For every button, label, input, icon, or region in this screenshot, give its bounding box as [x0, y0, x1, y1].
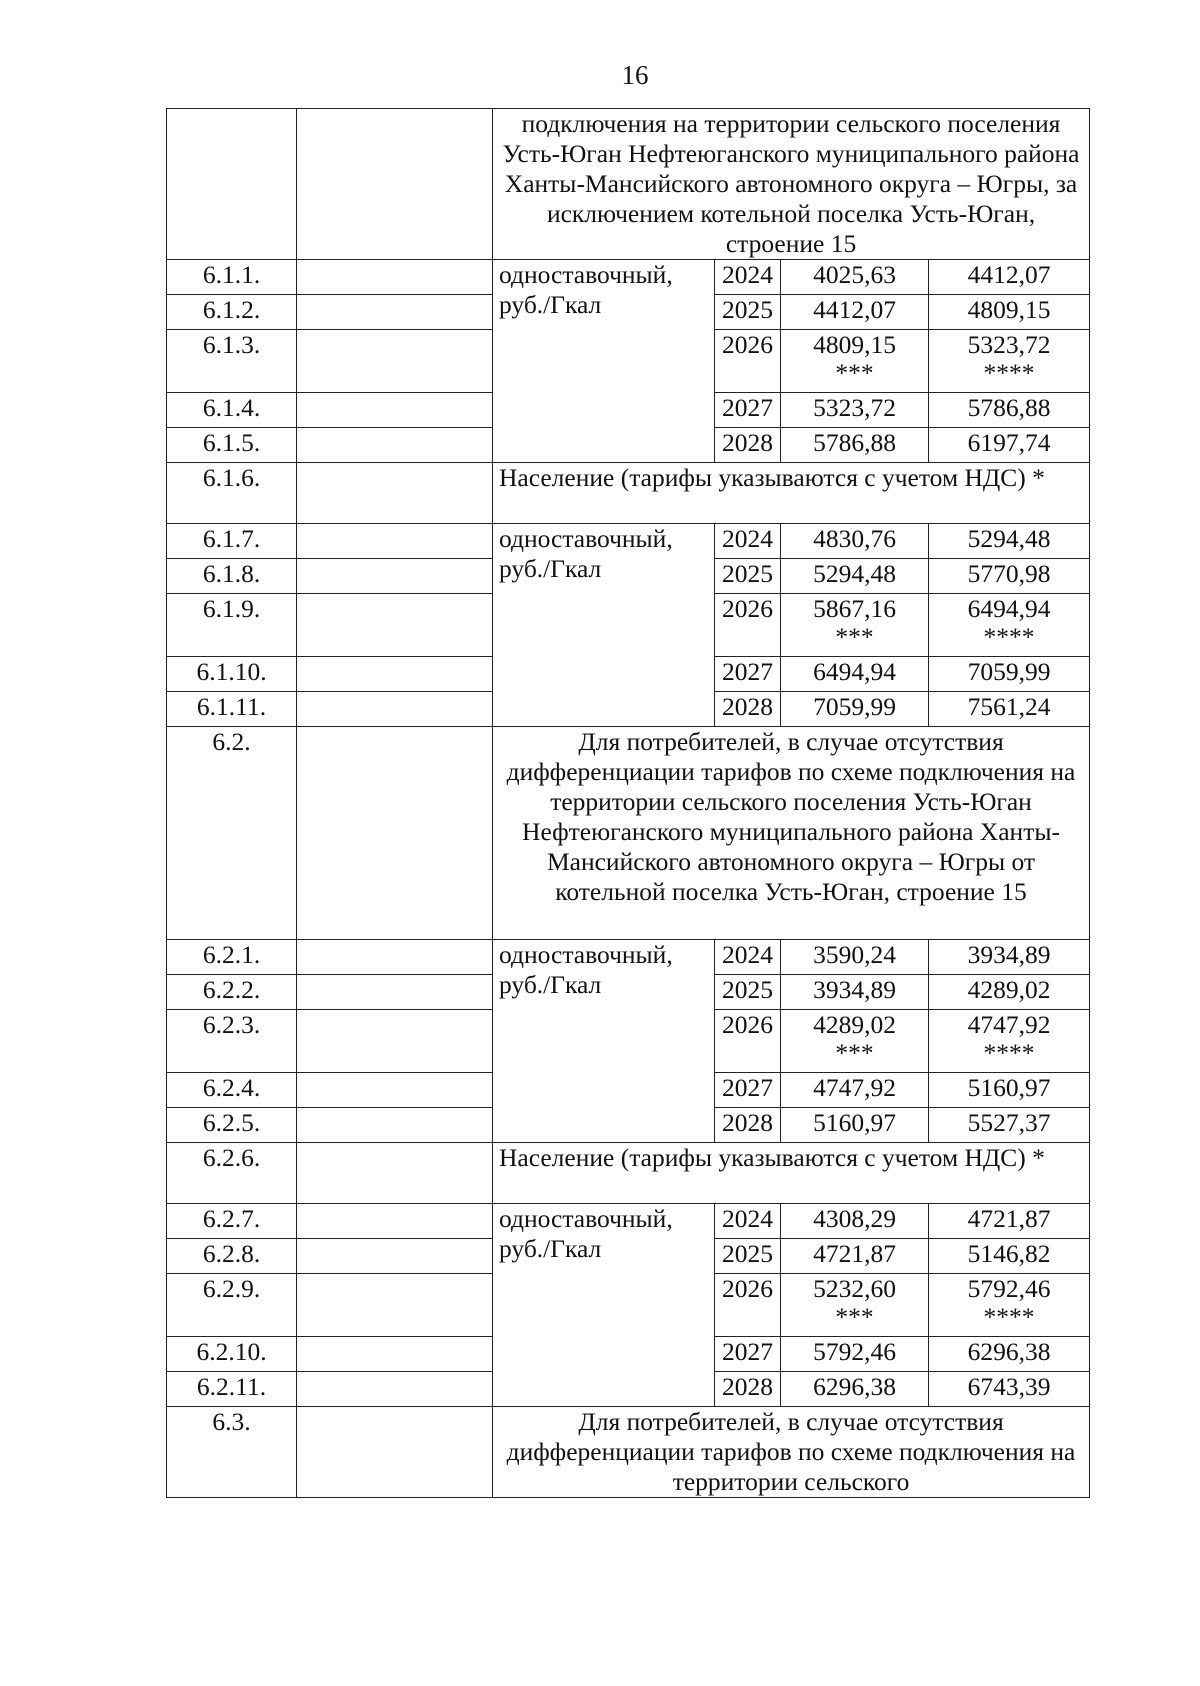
population-row — [167, 463, 1090, 524]
tariff-value-to-cell — [929, 1010, 1090, 1073]
year-cell: 2024 — [715, 1204, 781, 1239]
tariff-value-to-cell — [929, 559, 1090, 594]
row-empty-cell — [297, 1108, 493, 1143]
tariff-value-to-cell — [929, 1204, 1090, 1239]
tariff-value-to: 6296,38 — [967, 1337, 1051, 1366]
tariff-value-from: 4025,63 — [813, 260, 896, 289]
section-description: Для потребителей, в случае отсутствия дифференциации тарифов по схеме подключения на территории сельского — [493, 1407, 1090, 1498]
tariff-value-from-cell — [781, 1372, 929, 1407]
footnote-mark: *** — [835, 1038, 874, 1067]
intro-empty-cell — [297, 109, 493, 260]
row-number: 6.2.3. — [167, 1010, 297, 1073]
row-number: 6.1.3. — [167, 330, 297, 393]
year-cell: 2026 — [715, 1010, 781, 1073]
tariff-value-from: 4412,07 — [813, 295, 896, 324]
tariff-value-to-cell — [929, 975, 1090, 1010]
footnote-mark: **** — [983, 358, 1035, 387]
row-number: 6.1.2. — [167, 295, 297, 330]
intro-row — [167, 109, 1090, 260]
row-empty-cell — [297, 657, 493, 692]
tariff-value-from-cell — [781, 1073, 929, 1108]
row-empty-cell — [297, 1073, 493, 1108]
tariff-value-from: 6296,38 — [813, 1372, 896, 1401]
tariff-value-from-cell — [781, 1239, 929, 1274]
row-empty-cell — [297, 594, 493, 657]
tariff-value-to-cell — [929, 1274, 1090, 1337]
year-cell: 2027 — [715, 1073, 781, 1108]
tariff-type-label: одноставочный, руб./Гкал — [493, 940, 715, 1143]
row-empty-cell — [297, 330, 493, 393]
table-row — [167, 260, 1090, 295]
year-cell: 2025 — [715, 295, 781, 330]
row-number: 6.1.8. — [167, 559, 297, 594]
tariff-value-from-cell — [781, 260, 929, 295]
row-empty-cell — [297, 940, 493, 975]
tariff-value-from-cell — [781, 1274, 929, 1337]
row-number: 6.2.7. — [167, 1204, 297, 1239]
population-label: Население (тарифы указываются с учетом НДС) * — [493, 1143, 1090, 1204]
tariff-value-to: 5146,82 — [967, 1239, 1051, 1268]
tariff-value-from: 4308,29 — [813, 1204, 896, 1233]
tariff-value-from-cell — [781, 524, 929, 559]
row-number: 6.1.4. — [167, 393, 297, 428]
year-cell: 2025 — [715, 975, 781, 1010]
tariff-value-to: 6197,74 — [967, 428, 1051, 457]
tariff-value-from-cell — [781, 428, 929, 463]
row-number: 6.2.11. — [167, 1372, 297, 1407]
year-cell: 2027 — [715, 1337, 781, 1372]
row-number: 6.2.8. — [167, 1239, 297, 1274]
tariff-value-to-cell — [929, 1372, 1090, 1407]
section-number: 6.2. — [167, 727, 297, 940]
year-cell: 2026 — [715, 1274, 781, 1337]
tariff-value-to: 3934,89 — [967, 940, 1051, 969]
tariff-type-label: одноставочный, руб./Гкал — [493, 1204, 715, 1407]
tariff-value-from: 6494,94 — [813, 657, 896, 686]
year-cell: 2028 — [715, 1108, 781, 1143]
tariff-value-to-cell — [929, 330, 1090, 393]
table-row — [167, 940, 1090, 975]
row-empty-cell — [297, 727, 493, 940]
row-empty-cell — [297, 1143, 493, 1204]
tariff-value-from: 7059,99 — [813, 692, 896, 721]
year-cell: 2028 — [715, 692, 781, 727]
row-number: 6.1.11. — [167, 692, 297, 727]
tariff-value-from-cell — [781, 940, 929, 975]
row-number: 6.1.9. — [167, 594, 297, 657]
tariff-value-from-cell — [781, 559, 929, 594]
tariff-value-to: 4747,92 — [967, 1010, 1051, 1039]
tariff-value-to: 4412,07 — [967, 260, 1051, 289]
tariff-value-from-cell — [781, 330, 929, 393]
population-row — [167, 1143, 1090, 1204]
tariff-value-from: 4809,15 — [813, 330, 896, 359]
tariff-value-from-cell — [781, 975, 929, 1010]
tariff-value-from: 5323,72 — [813, 393, 896, 422]
population-label: Население (тарифы указываются с учетом НДС) * — [493, 463, 1090, 524]
tariff-value-from: 4747,92 — [813, 1073, 896, 1102]
year-cell: 2025 — [715, 1239, 781, 1274]
year-cell: 2026 — [715, 594, 781, 657]
tariff-value-from: 4289,02 — [813, 1010, 896, 1039]
table-row — [167, 1204, 1090, 1239]
tariff-value-to-cell — [929, 428, 1090, 463]
row-number: 6.2.6. — [167, 1143, 297, 1204]
row-empty-cell — [297, 524, 493, 559]
footnote-mark: **** — [983, 1302, 1035, 1331]
tariff-value-from-cell — [781, 657, 929, 692]
row-empty-cell — [297, 295, 493, 330]
tariff-table-body — [167, 109, 1090, 1498]
row-empty-cell — [297, 975, 493, 1010]
footnote-mark: *** — [835, 622, 874, 651]
intro-num-cell — [167, 109, 297, 260]
tariff-value-to-cell — [929, 1108, 1090, 1143]
intro-text: подключения на территории сельского поселения Усть-Юган Нефтеюганского муниципального района Ханты-Мансийского автономного округа – Югры, за исключением котельной поселка Усть-Юган, строение 15 — [493, 109, 1090, 260]
tariff-value-to: 5323,72 — [967, 330, 1051, 359]
footnote-mark: *** — [835, 358, 874, 387]
tariff-value-from: 5786,88 — [813, 428, 896, 457]
tariff-type-label: одноставочный, руб./Гкал — [493, 524, 715, 727]
row-empty-cell — [297, 393, 493, 428]
section-description: Для потребителей, в случае отсутствия дифференциации тарифов по схеме подключения на территории сельского поселения Усть-Юган Нефтеюганского муниципального района Ханты-Мансийского автономного округа – Югры от котельной поселка Усть-Юган, строение 15 — [493, 727, 1090, 940]
tariff-value-from: 5232,60 — [813, 1274, 896, 1303]
tariff-value-from-cell — [781, 594, 929, 657]
footnote-mark: *** — [835, 1302, 874, 1331]
row-number: 6.2.2. — [167, 975, 297, 1010]
tariff-value-to-cell — [929, 692, 1090, 727]
tariff-value-to-cell — [929, 1073, 1090, 1108]
tariff-value-to-cell — [929, 295, 1090, 330]
row-empty-cell — [297, 428, 493, 463]
year-cell: 2024 — [715, 260, 781, 295]
tariff-value-to: 5770,98 — [967, 559, 1051, 588]
tariff-value-to: 5294,48 — [967, 524, 1051, 553]
tariff-value-from: 4721,87 — [813, 1239, 896, 1268]
row-number: 6.1.1. — [167, 260, 297, 295]
row-number: 6.1.10. — [167, 657, 297, 692]
tariff-value-from: 5867,16 — [813, 594, 896, 623]
tariff-value-to-cell — [929, 1337, 1090, 1372]
tariff-value-from: 5294,48 — [813, 559, 896, 588]
tariff-value-from: 5792,46 — [813, 1337, 896, 1366]
row-empty-cell — [297, 1204, 493, 1239]
row-empty-cell — [297, 559, 493, 594]
tariff-table — [166, 108, 1090, 1498]
tariff-value-to: 4721,87 — [967, 1204, 1051, 1233]
tariff-type-label: одноставочный, руб./Гкал — [493, 260, 715, 463]
tariff-value-from: 3934,89 — [813, 975, 896, 1004]
tariff-value-to-cell — [929, 524, 1090, 559]
row-empty-cell — [297, 1010, 493, 1073]
tariff-value-from-cell — [781, 295, 929, 330]
row-number: 6.1.5. — [167, 428, 297, 463]
footnote-mark: **** — [983, 622, 1035, 651]
row-number: 6.2.9. — [167, 1274, 297, 1337]
tariff-value-to: 6743,39 — [967, 1372, 1051, 1401]
row-empty-cell — [297, 1407, 493, 1498]
tariff-value-from-cell — [781, 1204, 929, 1239]
tariff-value-to: 4809,15 — [967, 295, 1051, 324]
tariff-value-from-cell — [781, 393, 929, 428]
row-number: 6.2.5. — [167, 1108, 297, 1143]
tariff-value-to-cell — [929, 1239, 1090, 1274]
tariff-value-from-cell — [781, 1010, 929, 1073]
tariff-value-from-cell — [781, 1337, 929, 1372]
row-empty-cell — [297, 1337, 493, 1372]
year-cell: 2024 — [715, 524, 781, 559]
tariff-value-from-cell — [781, 1108, 929, 1143]
tariff-value-to-cell — [929, 940, 1090, 975]
tariff-value-to-cell — [929, 657, 1090, 692]
tariff-value-to: 4289,02 — [967, 975, 1051, 1004]
tariff-value-to: 7059,99 — [967, 657, 1051, 686]
tariff-value-to-cell — [929, 260, 1090, 295]
year-cell: 2027 — [715, 657, 781, 692]
row-empty-cell — [297, 1274, 493, 1337]
year-cell: 2024 — [715, 940, 781, 975]
year-cell: 2025 — [715, 559, 781, 594]
tariff-value-from-cell — [781, 692, 929, 727]
row-empty-cell — [297, 692, 493, 727]
year-cell: 2028 — [715, 428, 781, 463]
table-row — [167, 524, 1090, 559]
tariff-value-to: 6494,94 — [967, 594, 1051, 623]
row-empty-cell — [297, 260, 493, 295]
section-number: 6.3. — [167, 1407, 297, 1498]
page-number: 16 — [621, 60, 649, 90]
year-cell: 2026 — [715, 330, 781, 393]
row-number: 6.1.6. — [167, 463, 297, 524]
tariff-value-to-cell — [929, 393, 1090, 428]
tariff-value-from: 4830,76 — [813, 524, 896, 553]
year-cell: 2028 — [715, 1372, 781, 1407]
section-row — [167, 727, 1090, 940]
year-cell: 2027 — [715, 393, 781, 428]
row-number: 6.2.4. — [167, 1073, 297, 1108]
footnote-mark: **** — [983, 1038, 1035, 1067]
tariff-value-to-cell — [929, 594, 1090, 657]
tariff-value-to: 5792,46 — [967, 1274, 1051, 1303]
tariff-value-to: 5160,97 — [967, 1073, 1051, 1102]
row-number: 6.1.7. — [167, 524, 297, 559]
row-empty-cell — [297, 1372, 493, 1407]
tariff-value-to: 5527,37 — [967, 1108, 1051, 1137]
row-empty-cell — [297, 1239, 493, 1274]
tariff-value-from: 5160,97 — [813, 1108, 896, 1137]
row-empty-cell — [297, 463, 493, 524]
row-number: 6.2.10. — [167, 1337, 297, 1372]
tariff-value-from: 3590,24 — [813, 940, 896, 969]
section-row — [167, 1407, 1090, 1498]
tariff-value-to: 7561,24 — [967, 692, 1051, 721]
row-number: 6.2.1. — [167, 940, 297, 975]
tariff-value-to: 5786,88 — [967, 393, 1051, 422]
